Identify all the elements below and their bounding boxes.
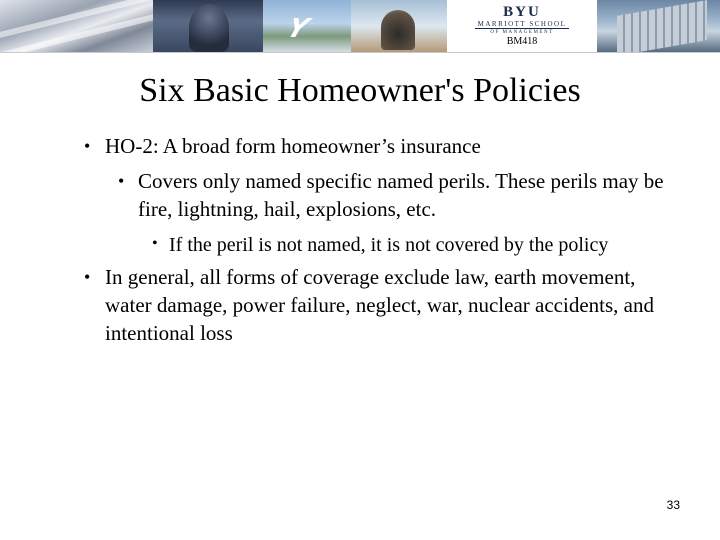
slide-body — [80, 132, 670, 354]
bullet-dot-icon: • — [84, 136, 91, 156]
bullet-dot-icon: • — [118, 171, 125, 191]
slide-title: Six Basic Homeowner's Policies — [139, 72, 581, 109]
bullet-text: In general, all forms of coverage exclude law, earth movement, water damage, power failure, neglect, war, nuclear accidents, and intentional loss — [105, 265, 654, 345]
banner-photo-statue — [153, 0, 263, 52]
banner-photo-abstract — [0, 0, 153, 52]
banner-photo-building — [597, 0, 720, 52]
logo-school-text-2: OF MANAGEMENT — [475, 28, 569, 36]
bullet-text: If the peril is not named, it is not covered by the policy — [169, 234, 609, 256]
header-banner — [0, 0, 720, 53]
bullet-dot-icon: • — [152, 235, 158, 252]
bullet-text: Covers only named specific named perils. These perils may be fire, lightning, hail, explosions, etc. — [138, 169, 664, 221]
bullet-item — [80, 167, 670, 223]
logo-school-text: MARRIOTT SCHOOL — [477, 20, 567, 28]
page-number: 33 — [666, 498, 680, 512]
bullet-item — [80, 263, 670, 347]
bullet-text: HO-2: A broad form homeowner’s insurance — [105, 134, 481, 158]
bullet-item — [80, 230, 670, 259]
bullet-item — [80, 132, 670, 160]
logo-byu-text: BYU — [503, 4, 541, 20]
course-code: BM418 — [506, 36, 538, 47]
byu-marriott-logo — [447, 0, 597, 52]
banner-photo-bell — [351, 0, 447, 52]
banner-photo-y-mountain: Y — [263, 0, 351, 52]
bullet-dot-icon: • — [84, 267, 91, 287]
